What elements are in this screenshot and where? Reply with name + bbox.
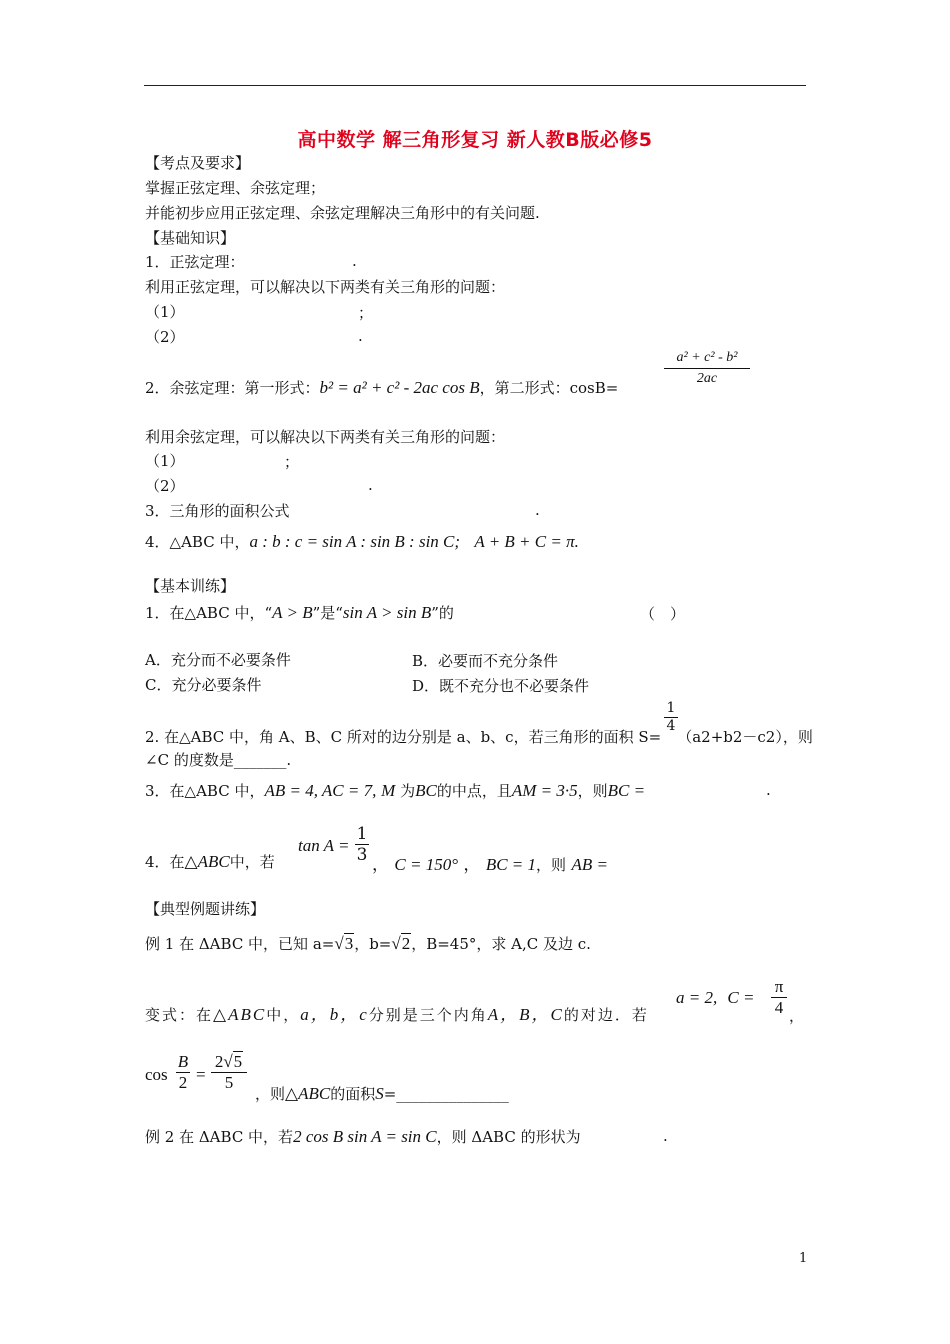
q1-answer-paren: （ ） [640,605,686,623]
sine-law-line: 1．正弦定理： [145,253,245,271]
q3-end: . [766,781,771,799]
cos-half-fraction: B 2 [177,1052,189,1092]
area-formula-end: . [535,501,540,519]
variant-conditions: a = 2, C = [676,988,755,1007]
cosine-case-1-end: ； [284,453,300,471]
cos-area-text: ，则△ABC的面积S=_______________ [255,1084,509,1103]
q2-line-2: ∠C 的度数是_______. [145,751,292,769]
q2-fraction [664,700,678,735]
variant-comma: ， [789,1007,805,1025]
sine-case-2: （2） [145,328,185,346]
q2-frac-num: 1 [664,700,678,718]
cos-half-b: cos [145,1065,168,1084]
sine-case-1-end: ； [358,304,374,322]
cosine-form-2-fraction [664,350,750,387]
example-1: 例 1 在 ΔABC 中，已知 a=√3，b=√2，B=45°，求 A,C 及边 c. [145,934,591,953]
option-c: C．充分必要条件 [145,676,262,694]
cosine-case-2-end: . [368,476,373,494]
variant-line: 变式：在△ABC中，a，b，c分别是三个内角A，B，C的对边．若 [145,1005,649,1024]
ex2-end: . [663,1127,668,1145]
training-q4: 4．在△ABC中，若 [145,852,275,871]
cosine-case-2: （2） [145,477,185,495]
q3-am: AM = 3·5 [511,781,578,800]
angle-sum-formula: A + B + C = π. [474,532,579,551]
variant-pi-fraction: π 4 [771,977,787,1018]
page-title: 高中数学 解三角形复习 新人教B版必修5 [297,129,653,151]
heading-basic-knowledge: 【基础知识】 [145,229,236,247]
requirement-line-1: 掌握正弦定理、余弦定理； [145,179,326,197]
cosine-law-use: 利用余弦定理，可以解决以下两类有关三角形的问题： [145,428,506,446]
page-number: 1 [799,1251,808,1266]
cosine-case-1: （1） [145,452,185,470]
cosine-law-line: 2．余弦定理：第一形式：b² = a² + c² - 2ac cos B，第二形式：cosB= [145,378,619,397]
header-rule [144,85,806,86]
option-a: A．充分而不必要条件 [145,651,291,669]
heading-requirements: 【考点及要求】 [145,154,251,172]
q4-rest: ， C = 150° ， BC = 1，则 AB = [372,855,608,875]
q4-fraction: 1 3 [356,824,368,865]
cosine-form-2-num: a² + c² - b² [664,350,750,369]
sine-case-1: （1） [145,303,185,321]
q2-frac-den: 4 [666,718,676,734]
training-q1: 1．在△ABC 中，“A > B”是“sin A > sin B”的 [145,603,454,622]
cosine-form-2-den: 2ac [696,371,718,386]
cos-equals: = [196,1065,206,1084]
heading-examples: 【典型例题讲练】 [145,900,266,918]
q1-condition-a: A > B [272,603,313,622]
sine-case-2-end: . [358,327,363,345]
triangle-relations-line: 4．△ABC 中，a : b : c = sin A : sin B : sin C; A + B + C = π. [145,532,579,551]
option-d: D．既不充分也不必要条件 [412,677,590,695]
q3-condition: AB = 4, AC = 7, [264,781,377,800]
cos-value-fraction: 2√5 5 [211,1052,247,1093]
sine-law-use: 利用正弦定理，可以解决以下两类有关三角形的问题： [145,278,506,296]
area-formula-line: 3．三角形的面积公式 [145,502,290,520]
q4-tan: tan A = [298,836,350,855]
ratio-formula: a : b : c = sin A : sin B : sin C; [249,532,461,551]
sine-law-end: . [352,252,357,270]
heading-basic-training: 【基本训练】 [145,577,236,595]
example-2: 例 2 在 ΔABC 中，若2 cos B sin A = sin C，则 ΔABC 的形状为 [145,1127,581,1146]
requirement-line-2: 并能初步应用正弦定理、余弦定理解决三角形中的有关问题. [145,204,540,222]
ex2-formula: 2 cos B sin A = sin C [293,1127,437,1146]
q3-answer: BC = [607,781,646,800]
training-q3: 3．在△ABC 中，AB = 4, AC = 7, M 为BC的中点，且AM = 3·5，则BC = [145,781,646,800]
training-q2: 2. 在△ABC 中，角 A、B、C 所对的边分别是 a、b、c，若三角形的面积 S= （a2+b2－c2），则 [145,728,813,746]
option-b: B．必要而不充分条件 [412,652,559,670]
cosine-form-1: b² = a² + c² - 2ac cos B [319,378,480,397]
q1-condition-b: sin A > sin B [342,603,432,622]
